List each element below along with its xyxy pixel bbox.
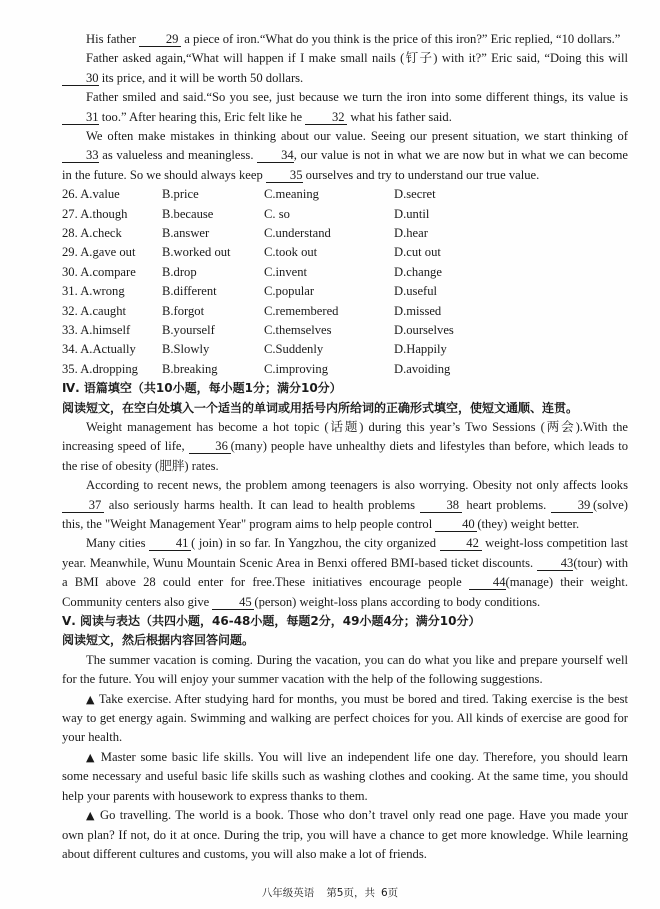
answer-blank: 43 [537,556,574,571]
footer-subject: 八年级英语 [261,887,315,899]
reading-paragraph: The summer vacation is coming. During the vacation, you can do what you like and prepare yourself well for the future. You will enjoy your summer vacation with the help of the following suggestions. [62,652,628,687]
answer-blank: 35 [266,168,303,183]
triangle-bullet-icon: ▲ [86,809,96,823]
section-heading: Ⅳ. 语篇填空（共10小题，每小题1分；满分10分） [62,381,342,396]
answer-blank: 45 [212,595,254,610]
option-row: 27. A.though B.because C. so D.until [62,206,430,221]
option-row: 26. A.value B.price C.meaning D.secret [62,187,436,202]
answer-blank: 33 [62,148,99,163]
grammar-paragraph: Weight management has become a hot topic (话题) during this year’s Two Sessions (两会).With the increasing speed of life, 36 (many) people have unhealthy diets and lifestyles than before, which leads to the rise of obesity (肥胖) rates. [62,419,628,473]
grammar-paragraph: According to recent news, the problem among teenagers is also worrying. Obesity not only affects looks 37 also seriously harms health. It can lead to health problems 38 heart problems. 39 (solve) this, the "Weight Management Year" program aims to help people control 40 (they) weight better. [62,478,629,531]
cloze-paragraph: We often make mistakes in thinking about our value. Seeing our present situation, we start thinking of 33 as valueless and meaningless. 34, our value is not in what we are now but in what we can become in the future. So we should always keep 35 ourselves and try to understand our true value. [62,129,628,182]
footer-page: 第5页，共 [326,887,375,899]
cloze-paragraph: Father asked again,“What will happen if I make small nails (钉子) with it?” Eric said, “Doing this will 30 its price, and it will be worth 50 dollars. [62,49,628,88]
answer-blank: 38 [420,498,462,513]
option-row: 31. A.wrong B.different C.popular D.useful [62,284,438,299]
option-row: 33. A.himself B.yourself C.themselves D.ourselves [62,322,454,337]
triangle-bullet-icon: ▲ [86,692,96,706]
answer-blank: 44 [469,575,506,590]
page-footer [0,884,660,903]
answer-blank: 37 [62,498,104,513]
reading-paragraph: ▲ Go travelling. The world is a book. Those who don’t travel only read one page. Have you made your own plan? If not, do it at once. During the trip, you will have a chance to get more knowledge. While learning about different cultures and customs, you will also make a lot of friends. [62,808,628,861]
option-row: 29. A.gave out B.worked out C.took out D.cut out [62,245,441,260]
answer-blank: 40 [435,517,477,532]
cloze-paragraph: His father 29 a piece of iron.“What do you think is the price of this iron?” Eric replied, “10 dollars.” [86,32,621,46]
grammar-paragraph: Many cities 41 ( join) in so far. In Yangzhou, the city organized 42 weight-loss competition last year. Meanwhile, Wunu Mountain Scenic Area in Benxi offered BMI-based ticket discounts. 43(tour) with a BMI above 28 could enter for free.These initiatives encourage people 44(manage) their weight. Community centers also give 45 (person) weight-loss plans according to body conditions. [62,536,629,609]
footer-total: 6页 [381,887,399,899]
answer-blank: 36 [189,439,231,454]
option-row: 28. A.check B.answer C.understand D.hear [62,226,428,241]
cloze-paragraph: Father smiled and said.“So you see, just because we turn the iron into some different things, its value is 31 too.” After hearing this, Eric felt like he 32 what his father said. [62,88,628,127]
answer-blank: 39 [551,498,593,513]
option-row: 35. A.dropping B.breaking C.improving D.avoiding [62,361,451,376]
section-instruction: 阅读短文，在空白处填入一个适当的单词或用括号内所给词的正确形式填空，使短文通顺、连贯。 [62,400,579,415]
answer-blank: 29 [139,32,181,47]
answer-blank: 41 [149,536,191,551]
page-content [62,30,628,864]
option-row: 34. A.Actually B.Slowly C.Suddenly D.Happily [62,342,447,357]
section-heading: Ⅴ. 阅读与表达（共四小题，46-48小题，每题2分，49小题4分；满分10分） [62,614,481,629]
option-row: 30. A.compare B.drop C.invent D.change [62,264,442,279]
answer-blank: 34 [257,148,294,163]
options-table [62,185,628,379]
answer-blank: 30 [62,71,99,86]
answer-blank: 32 [305,110,347,125]
option-row: 32. A.caught B.forgot C.remembered D.missed [62,303,442,318]
triangle-bullet-icon: ▲ [86,750,97,764]
section-instruction: 阅读短文，然后根据内容回答问题。 [62,633,255,648]
reading-paragraph: ▲ Master some basic life skills. You will live an independent life one day. Therefore, you should learn some necessary and useful basic life skills such as washing clothes and cooking. At the same time, you should help your parents with housework to express thanks to them. [62,749,628,803]
answer-blank: 42 [440,536,482,551]
reading-paragraph: ▲ Take exercise. After studying hard for months, you must be bored and tired. Taking exercise is the best way to get energy again. Swimming and walking are perfect choices for you. All kinds of exercise are good for your health. [62,691,628,745]
answer-blank: 31 [62,110,99,125]
